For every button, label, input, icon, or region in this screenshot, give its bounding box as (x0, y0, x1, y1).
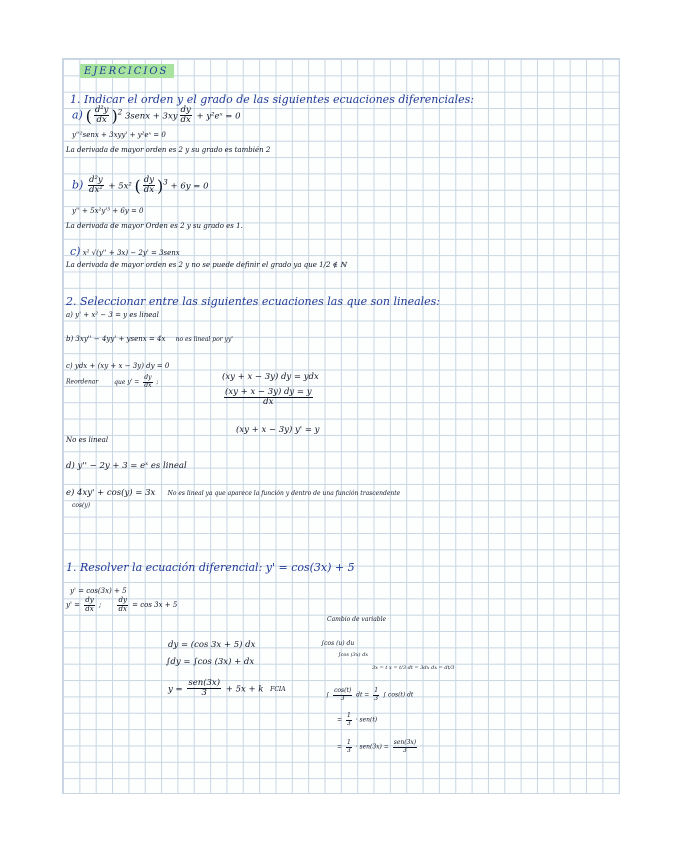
equation-text: dt = (356, 691, 370, 699)
exponent: 3 (163, 177, 168, 187)
exercise-1a-answer: La derivada de mayor orden es 2 y su grado es también 2 (66, 146, 271, 154)
exercise-2a: a) y' + x² − 3 = y es lineal (66, 311, 159, 319)
fraction-denominator: dx (143, 185, 155, 196)
exercise-1b-line2: y'' + 5x²y'³ + 6y = 0 (72, 207, 144, 215)
fraction-numerator: 1 (374, 687, 379, 694)
equation-text: y = (168, 684, 183, 695)
exercise-2c-work-3: (xy + x − 3y) y' = y (236, 425, 320, 435)
equation-text: = cos 3x + 5 (132, 601, 178, 610)
change-of-variable-1b: ∫cos (3x) dx (338, 652, 369, 658)
equation-text: · sen(t) (355, 716, 378, 724)
fraction-numerator: dy (180, 105, 191, 115)
fraction-denominator: 3 (346, 746, 351, 754)
fraction-numerator: d²y (89, 175, 103, 185)
exponent: 2 (117, 107, 123, 117)
equation-text: + 5x + k (225, 684, 264, 695)
fraction-denominator: dx (180, 115, 191, 126)
exercise-2b (66, 335, 233, 343)
fraction-numerator: 1 (346, 739, 351, 746)
fraction-numerator: dy (144, 374, 152, 381)
fraction-denominator: dx (144, 381, 152, 389)
fraction-denominator: dx (96, 115, 107, 126)
fraction-numerator: dy (143, 175, 155, 185)
fraction-numerator: d²y (94, 105, 109, 115)
exercise-3-heading: 1. Resolver la ecuación diferencial: y' = cos(3x) + 5 (66, 561, 355, 574)
equation-text: ∫ (326, 691, 330, 699)
fraction-denominator: dx (118, 604, 127, 613)
item-label: c) (70, 245, 81, 258)
change-of-variable-title: Cambio de variable (327, 616, 387, 623)
exercise-2c-equation: c) ydx + (xy + x − 3y) dy = 0 (66, 362, 170, 370)
equation-text: + y²eˣ = 0 (196, 111, 241, 122)
equation-text: x² √(y'' + 3x) − 2y' = 3senx (82, 249, 180, 257)
exercise-1c-equation (70, 245, 180, 258)
exercise-3-line2: y' = $\frac{dy}{dx}$ ; $\frac{dy}{dx}$ = cos 3x + 5 (66, 596, 178, 613)
fraction-numerator: sen(3x) (393, 739, 417, 746)
change-of-variable-5 (337, 740, 419, 754)
note-text: no es lineal por yy' (175, 336, 233, 343)
change-of-variable-4 (337, 713, 377, 727)
graph-paper-sheet (62, 58, 620, 794)
fraction-denominator: dx (85, 604, 94, 613)
exercise-1c-answer: La derivada de mayor orden es 2 y no se puede definir el grado ya que 1/2 ∉ ℕ (66, 261, 347, 269)
fraction-denominator: 3 (374, 694, 379, 702)
fraction-numerator: dy (85, 596, 94, 604)
change-of-variable-3 (326, 688, 413, 702)
fraction-numerator: sen(3x) (188, 678, 221, 688)
exercise-3-line1: y' = cos(3x) + 5 (70, 587, 127, 595)
note-text: Reordenar (66, 378, 99, 386)
exercise-1b-equation: b) $\frac{\text{d²y}}{\text{dx²}}$ + 5x² ( $\frac{dy}{dx}$ )$^3$ + 6y = 0 (72, 175, 209, 196)
equation-text: + 6y = 0 (170, 181, 209, 192)
item-label: b) (72, 178, 84, 192)
exercise-2e-continued: cos(y) (72, 502, 91, 509)
exercise-1b-answer: La derivada de mayor Orden es 2 y su grado es 1. (66, 222, 243, 230)
note-text: que (114, 378, 126, 386)
equation-text: y' = (66, 601, 80, 610)
exercise-2c-reorder: Reordenar que y' = $\frac{dy}{dx}$ ; (66, 374, 159, 389)
exercise-2e (66, 488, 400, 498)
equation-text: · sen(3x) = (355, 743, 389, 751)
equation-text: e) 4xy' + cos(y) = 3x (66, 488, 156, 498)
exercise-3-line4: ∫dy = ∫cos (3x) + dx (166, 657, 255, 667)
exercise-2d: d) y'' − 2y + 3 = eˣ es lineal (66, 461, 187, 471)
fraction-denominator: dx (263, 397, 274, 408)
fraction-denominator: 3 (340, 694, 345, 702)
exercise-3-solution (168, 679, 286, 699)
exercise-2c-work-2 (222, 388, 315, 408)
fraction-denominator: 3 (403, 746, 407, 754)
equation-text: = (337, 716, 343, 724)
equation-text: = (337, 743, 343, 751)
note-text: No es lineal ya que aparece la función y dentro de una función trascendente (167, 490, 401, 497)
exercise-1-heading: 1. Indicar el orden y el grado de las siguientes ecuaciones diferenciales: (70, 93, 474, 106)
page-title: EJERCICIOS (80, 64, 174, 78)
fraction-numerator: 1 (346, 712, 351, 719)
exercise-2c-result: No es lineal (66, 436, 109, 444)
change-of-variable-1: ∫cos (u) du (321, 640, 355, 647)
fraction-denominator: 3 (201, 688, 207, 699)
equation-text: b) 3xy'' − 4yy' + ysenx = 4x (66, 335, 166, 343)
exercise-1a-line2: y''²senx + 3xyy' + y²eˣ = 0 (72, 131, 166, 139)
equation-text: ∫ cos(t) dt (383, 691, 414, 699)
fraction-denominator: dx² (89, 185, 103, 196)
equation-text: + 5x² (108, 181, 132, 192)
change-of-variable-2: 3x = t x = t/3 dt = 3dx dx = dt/3 (372, 665, 455, 671)
fraction-numerator: dy (118, 596, 127, 604)
equation-text: 3senx + 3xy (124, 111, 178, 122)
equation-text: y' = (127, 378, 140, 386)
exercise-3-line3: dy = (cos 3x + 5) dx (168, 640, 256, 650)
fraction-denominator: 3 (346, 719, 351, 727)
exercise-1a-equation: a) ( $\frac{\text{d²y}}{dx}$ )$^2$ 3senx + 3xy $\frac{dy}{dx}$ + y²eˣ = 0 (72, 105, 241, 126)
exercise-2c-work-1: (xy + x − 3y) dy = ydx (222, 372, 319, 382)
fraction-numerator: (xy + x − 3y) dy = y (225, 387, 312, 397)
fraction-numerator: cos(t) (334, 687, 352, 694)
exercise-2-heading: 2. Seleccionar entre las siguientes ecuaciones las que son lineales: (66, 295, 441, 308)
solution-tag: FCIA (270, 686, 286, 694)
item-label: a) (72, 108, 83, 122)
